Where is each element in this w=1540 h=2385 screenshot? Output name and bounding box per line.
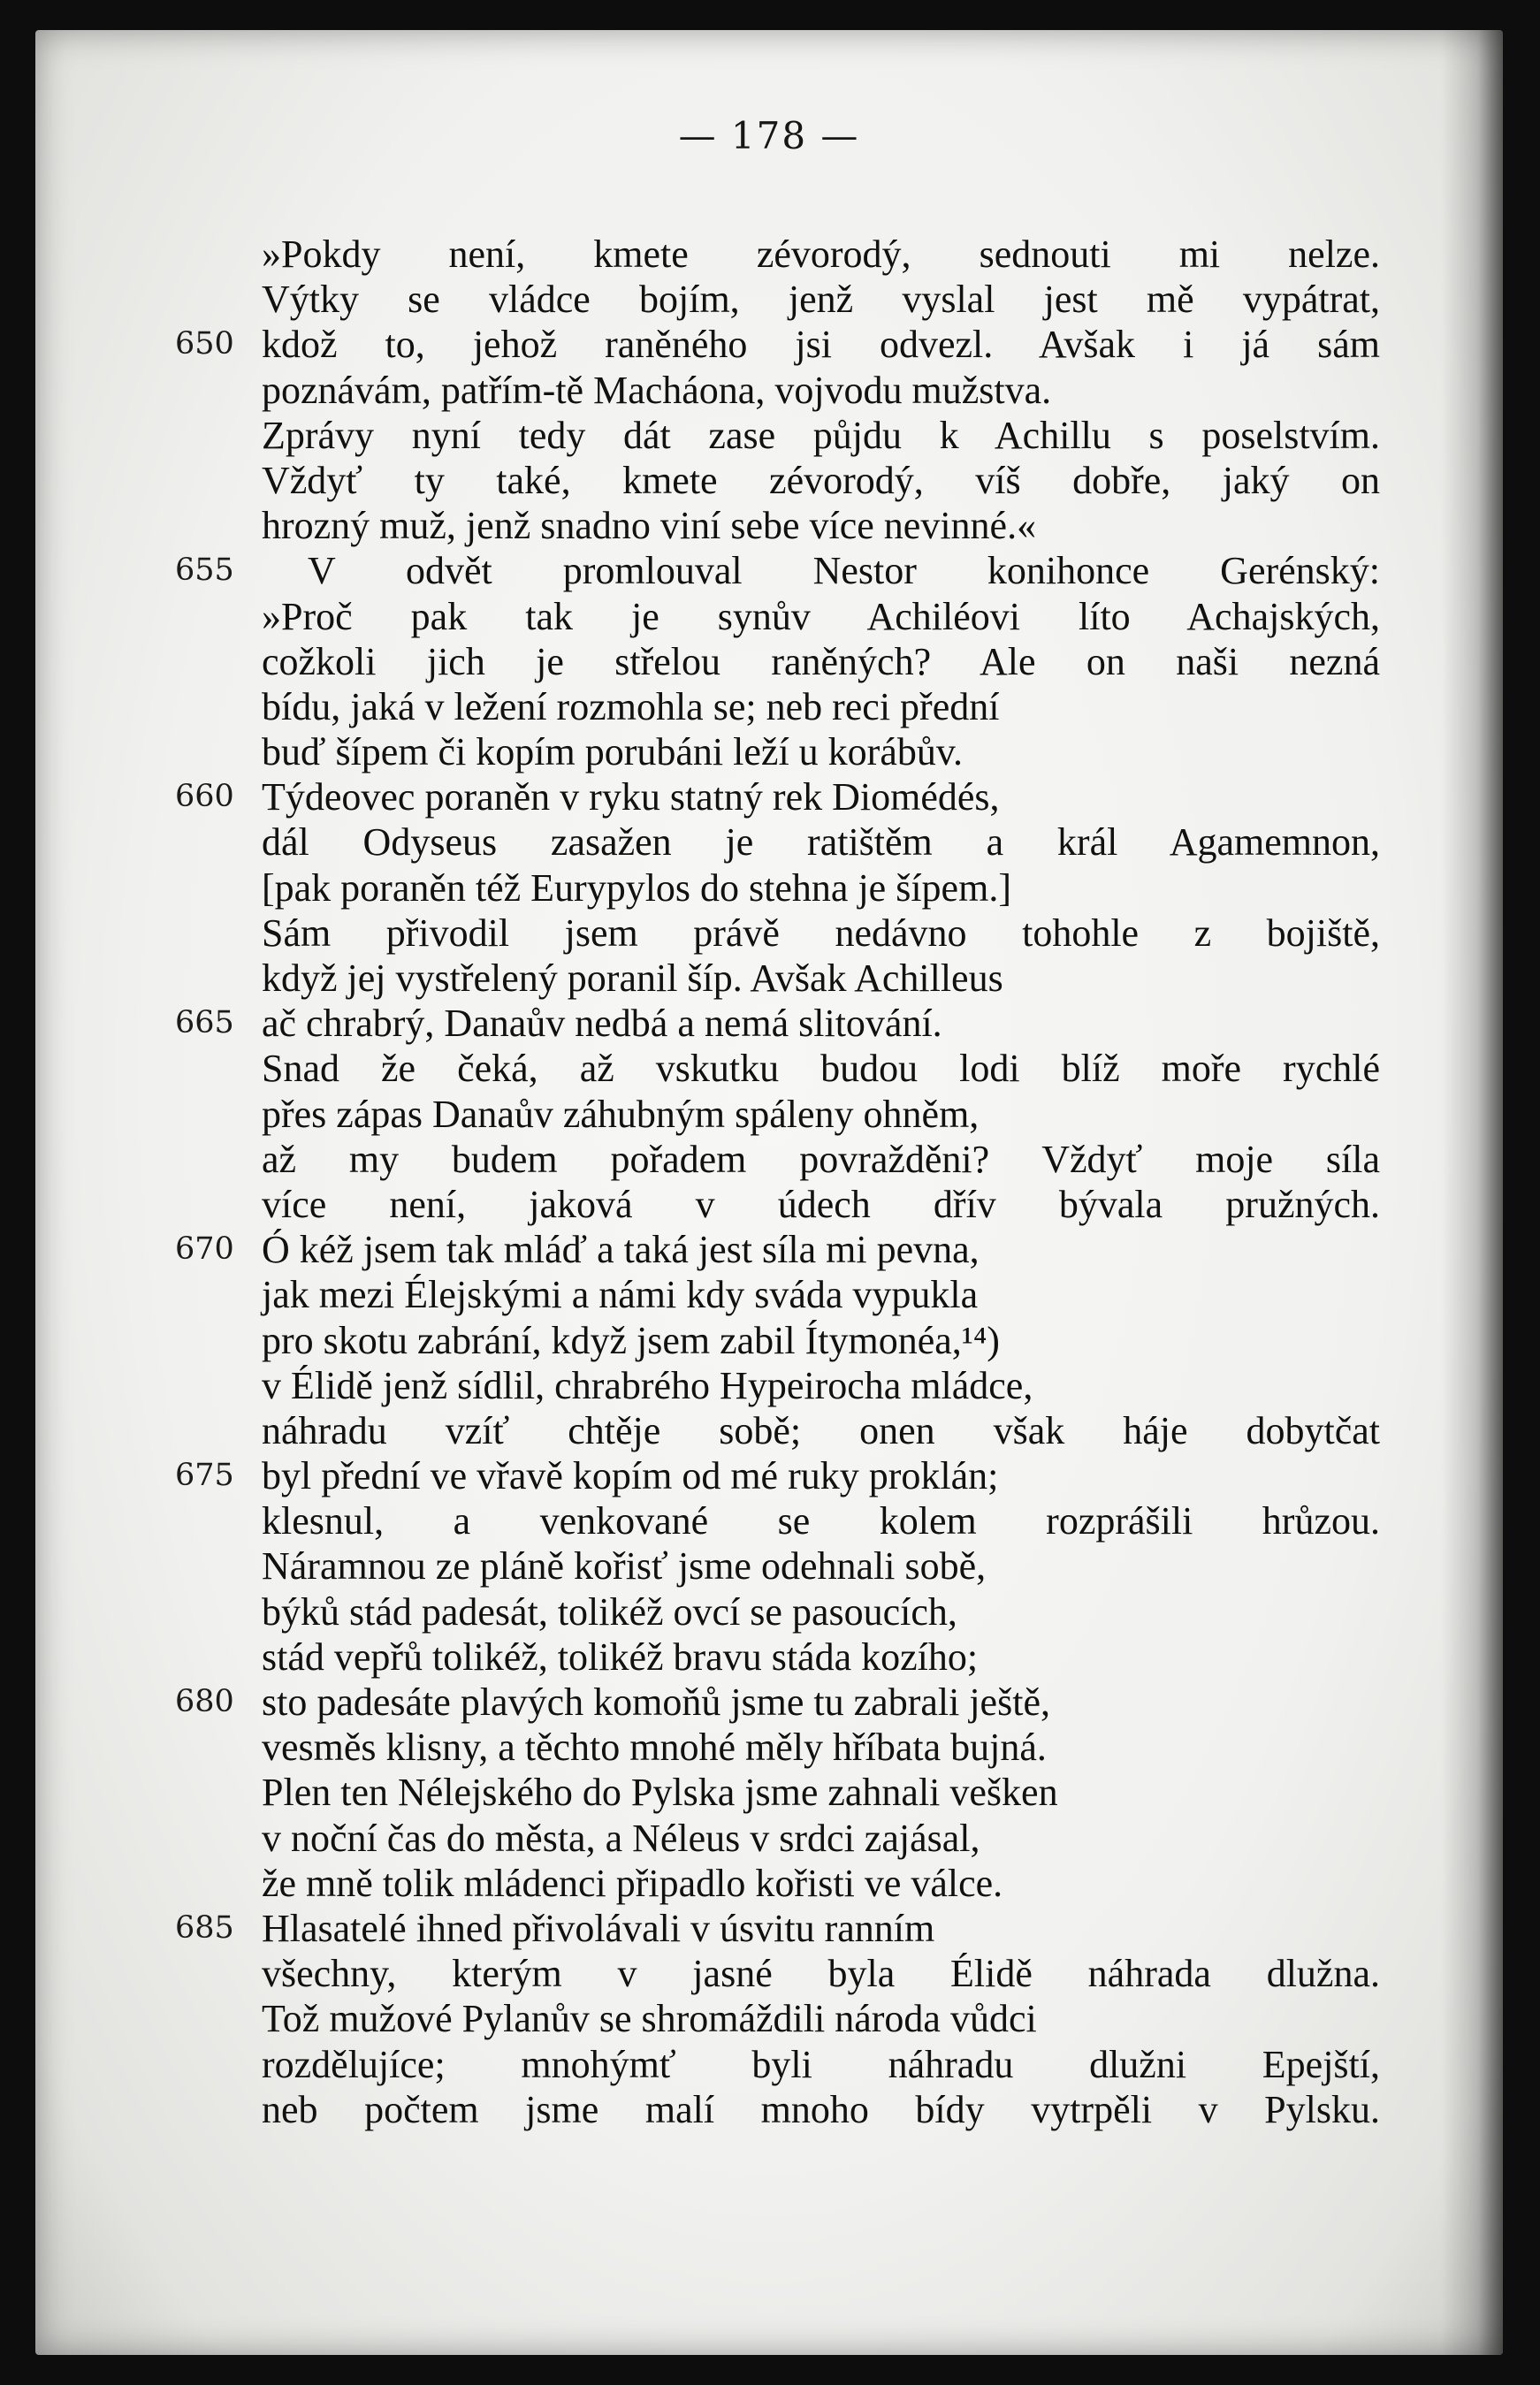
verse-line bbox=[35, 729, 1503, 774]
line-number: 665 bbox=[175, 1005, 234, 1041]
verse-line bbox=[35, 1453, 1503, 1498]
verse-line bbox=[35, 1046, 1503, 1091]
verse-text: vesměs klisny, a těchto mnohé měly hříbata bujná. bbox=[262, 1726, 1047, 1770]
verse-line bbox=[35, 413, 1503, 458]
verse-line bbox=[35, 503, 1503, 548]
verse-text: »Pokdy není, kmete zévorodý, sednouti mi nelze. bbox=[262, 232, 1380, 276]
verse-line bbox=[35, 639, 1503, 684]
verse-line bbox=[35, 911, 1503, 956]
verse-text: stád vepřů tolikéž, tolikéž bravu stáda kozího; bbox=[262, 1634, 979, 1679]
verse-line bbox=[35, 2042, 1503, 2087]
verse-line bbox=[35, 1408, 1503, 1453]
verse-text: »Proč pak tak je synův Achiléovi líto Achajských, bbox=[262, 594, 1380, 638]
verse-text: pro skotu zabrání, když jsem zabil Ítymonéa,¹⁴) bbox=[262, 1318, 1000, 1362]
verse-line bbox=[35, 368, 1503, 413]
verse-text: Plen ten Nélejského do Pylska jsme zahnali vešken bbox=[262, 1771, 1058, 1815]
verse-line bbox=[35, 684, 1503, 729]
verse-text: Hlasatelé ihned přivolávali v úsvitu ranním bbox=[262, 1906, 935, 1950]
verse-text: poznávám, patřím-tě Macháona, vojvodu mužstva. bbox=[262, 368, 1052, 412]
verse-line bbox=[35, 232, 1503, 277]
line-number: 675 bbox=[175, 1458, 234, 1494]
line-number: 670 bbox=[175, 1231, 234, 1268]
line-number: 685 bbox=[175, 1909, 234, 1946]
verse-line bbox=[35, 1272, 1503, 1317]
verse-text: Výtky se vládce bojím, jenž vyslal jest mě vypátrat, bbox=[262, 278, 1380, 322]
verse-text: Zprávy nyní tedy dát zase půjdu k Achillu s poselstvím. bbox=[262, 413, 1380, 457]
verse-line bbox=[35, 1906, 1503, 1951]
line-number: 680 bbox=[175, 1684, 234, 1719]
verse-text: náhradu vzíť chtěje sobě; onen však háje dobytčat bbox=[262, 1408, 1380, 1452]
verse-line bbox=[35, 1589, 1503, 1634]
line-number: 655 bbox=[175, 552, 234, 589]
verse-text: že mně tolik mládenci připadlo kořisti ve válce. bbox=[262, 1861, 1003, 1905]
verse-text: [pak poraněn též Eurypylos do stehna je šípem.] bbox=[262, 865, 1011, 910]
verse-text: cožkoli jich je střelou raněných? Ale on naši nezná bbox=[262, 639, 1380, 683]
verse-text: buď šípem či kopím porubáni leží u korábův. bbox=[262, 730, 963, 774]
verse-line bbox=[35, 1092, 1503, 1137]
verse-text: Náramnou ze pláně kořisť jsme odehnali sobě, bbox=[262, 1544, 987, 1589]
verse-text: neb počtem jsme malí mnoho bídy vytrpěli v Pylsku. bbox=[262, 2087, 1380, 2131]
verse-line bbox=[35, 1318, 1503, 1363]
verse-line bbox=[35, 1725, 1503, 1770]
verse-text: hrozný muž, jenž snadno viní sebe více nevinné.« bbox=[262, 504, 1037, 548]
verse-line bbox=[35, 2087, 1503, 2132]
verse-text: Sám přivodil jsem právě nedávno tohohle z bojiště, bbox=[262, 911, 1380, 955]
verse-text: bídu, jaká v ležení rozmohla se; neb reci přední bbox=[262, 684, 1000, 728]
verse-line bbox=[35, 1680, 1503, 1725]
verse-line bbox=[35, 322, 1503, 367]
verse-text: Tož mužové Pylanův se shromáždili národa vůdci bbox=[262, 1997, 1037, 2041]
verse-line bbox=[35, 1227, 1503, 1272]
verse-text: sto padesáte plavých komoňů jsme tu zabrali ještě, bbox=[262, 1680, 1050, 1724]
verse-line bbox=[35, 819, 1503, 865]
verse-text: Vždyť ty také, kmete zévorodý, víš dobře, jaký on bbox=[262, 458, 1380, 502]
verse-text: až my budem pořadem povražděni? Vždyť moje síla bbox=[262, 1137, 1380, 1181]
verse-line bbox=[35, 1861, 1503, 1906]
verse-line bbox=[35, 1543, 1503, 1589]
line-number: 660 bbox=[175, 779, 234, 815]
verse-text: V odvět promlouval Nestor konihonce Gerénský: bbox=[308, 549, 1380, 593]
verse-line bbox=[35, 548, 1503, 593]
verse-text: v Élidě jenž sídlil, chrabrého Hypeirocha mládce, bbox=[262, 1363, 1033, 1407]
verse-text: býků stád padesát, tolikéž ovcí se pasoucích, bbox=[262, 1589, 957, 1634]
verse-block bbox=[35, 232, 1503, 2132]
verse-text: jak mezi Élejskými a námi kdy sváda vypukla bbox=[262, 1273, 979, 1317]
verse-text: přes zápas Danaův záhubným spáleny ohněm, bbox=[262, 1092, 980, 1136]
verse-text: Snad že čeká, až vskutku budou lodi blíž moře rychlé bbox=[262, 1047, 1380, 1091]
verse-line bbox=[35, 1816, 1503, 1861]
line-number: 650 bbox=[175, 326, 234, 362]
verse-text: ač chrabrý, Danaův nedbá a nemá slitování. bbox=[262, 1002, 942, 1046]
verse-text: klesnul, a venkované se kolem rozprášili hrůzou. bbox=[262, 1499, 1380, 1543]
verse-line bbox=[35, 1363, 1503, 1408]
verse-line bbox=[35, 1001, 1503, 1046]
verse-text: kdož to, jehož raněného jsi odvezl. Avšak i já sám bbox=[262, 323, 1380, 367]
verse-text: Týdeovec poraněn v ryku statný rek Diomédés, bbox=[262, 775, 1000, 819]
verse-line bbox=[35, 956, 1503, 1001]
verse-text: Ó kéž jsem tak mláď a taká jest síla mi pevna, bbox=[262, 1228, 980, 1272]
verse-line bbox=[35, 1634, 1503, 1680]
verse-line bbox=[35, 1996, 1503, 2041]
verse-text: všechny, kterým v jasné byla Élidě náhrada dlužna. bbox=[262, 1952, 1380, 1996]
verse-line bbox=[35, 458, 1503, 503]
verse-line bbox=[35, 1951, 1503, 1996]
verse-line bbox=[35, 594, 1503, 639]
verse-line bbox=[35, 1137, 1503, 1182]
verse-line bbox=[35, 865, 1503, 911]
verse-text: byl přední ve vřavě kopím od mé ruky proklán; bbox=[262, 1454, 999, 1498]
verse-text: rozdělujíce; mnohýmť byli náhradu dlužni Epejští, bbox=[262, 2042, 1380, 2086]
book-page bbox=[35, 30, 1503, 2355]
verse-text: když jej vystřelený poranil šíp. Avšak Achilleus bbox=[262, 956, 1003, 1000]
verse-text: dál Odyseus zasažen je ratištěm a král Agamemnon, bbox=[262, 820, 1380, 865]
verse-line bbox=[35, 1182, 1503, 1227]
verse-text: více není, jaková v údech dřív bývala pružných. bbox=[262, 1182, 1380, 1226]
verse-line bbox=[35, 1498, 1503, 1543]
verse-line bbox=[35, 277, 1503, 322]
page-number: — 178 — bbox=[678, 114, 860, 157]
verse-line bbox=[35, 774, 1503, 819]
verse-text: v noční čas do města, a Néleus v srdci zajásal, bbox=[262, 1816, 980, 1860]
verse-line bbox=[35, 1770, 1503, 1815]
